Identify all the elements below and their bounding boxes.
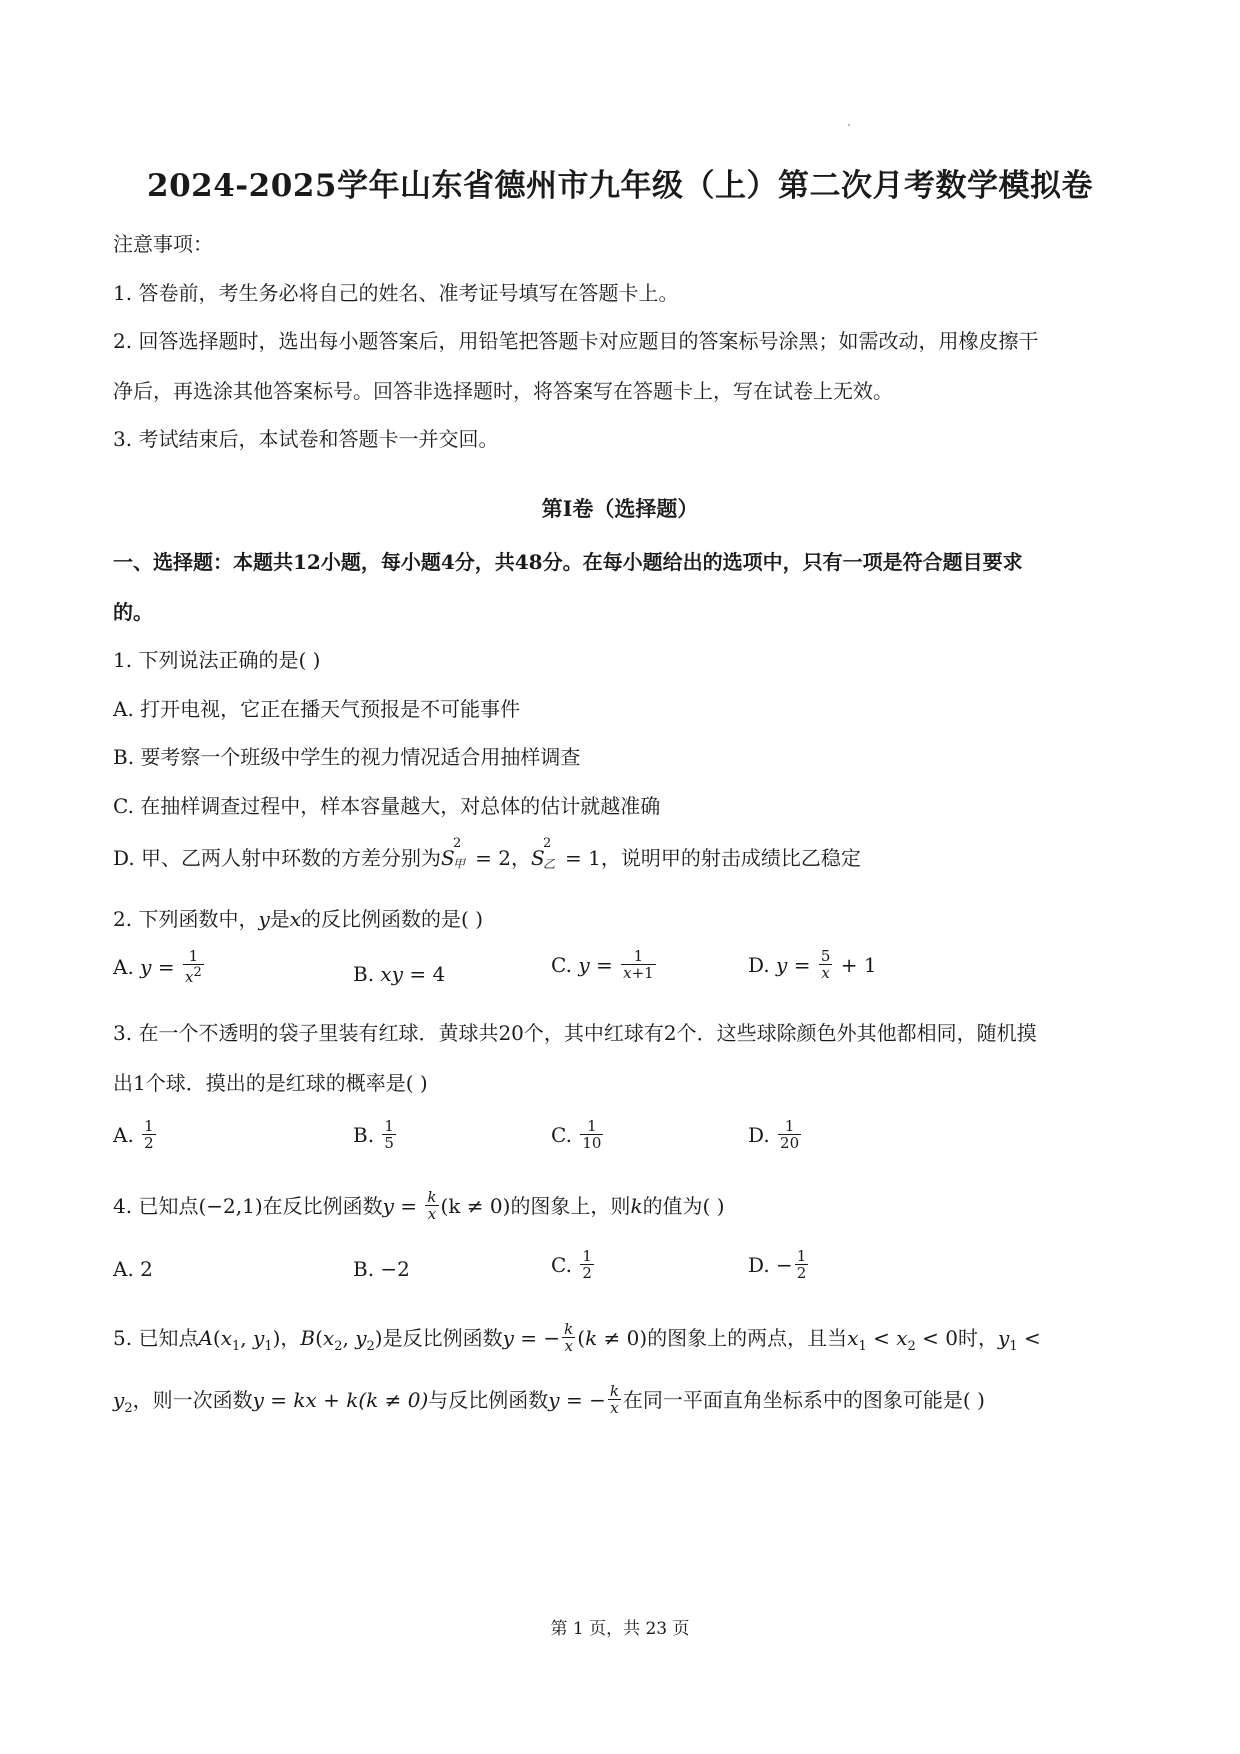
- q3-option-a: A. $\frac{1}{2}$: [113, 1117, 154, 1152]
- q2-option-b: B. xy = 4: [353, 962, 446, 986]
- q2-option-a: A. y = $\frac{1}{x^2}$: [113, 947, 202, 986]
- q2-option-d: D. y = $\frac{5}{x}$ + 1: [748, 947, 877, 982]
- exam-title: 2024-2025学年山东省德州市九年级（上）第二次月考数学模拟卷: [147, 168, 1093, 204]
- q2-option-c: C. y = $\frac{1}{x+1}$: [551, 947, 654, 982]
- q4-stem: 4. 已知点(−2,1)在反比例函数y = $\frac{k}{x}$ (k ≠ 0)的图象上，则k的值为( ): [113, 1188, 725, 1223]
- q4-option-c: C. $\frac{1}{2}$: [551, 1247, 592, 1282]
- variance-symbol-2: S 2 乙: [530, 836, 555, 871]
- variance-symbol-1: S 2 甲: [441, 836, 466, 871]
- q1-option-b: B. 要考察一个班级中学生的视力情况适合用抽样调查: [113, 745, 581, 769]
- page-footer: 第 1 页，共 23 页: [550, 1619, 690, 1639]
- q5-stem-line-2: $y_2$，则一次函数y = kx + k(k ≠ 0)与反比例函数y = − $\frac{k}{x}$ 在同一平面直角坐标系中的图象可能是( ): [113, 1382, 985, 1417]
- q1-stem: 1. 下列说法正确的是( ): [113, 648, 321, 672]
- q1-option-a: A. 打开电视，它正在播天气预报是不可能事件: [113, 697, 521, 721]
- notice-item-2-line-1: 2. 回答选择题时，选出每小题答案后，用铅笔把答题卡对应题目的答案标号涂黑；如需改动，用橡皮擦干: [113, 329, 1039, 353]
- section-instruction-line-1: 一、选择题：本题共12小题，每小题4分，共48分。在每小题给出的选项中，只有一项是符合题目要求: [113, 550, 1023, 574]
- notice-item-2-line-2: 净后，再选涂其他答案标号。回答非选择题时，将答案写在答题卡上，写在试卷上无效。: [113, 379, 893, 403]
- q4-option-d: D. − $\frac{1}{2}$: [748, 1247, 807, 1282]
- q1-option-d: [113, 836, 861, 871]
- q2-stem: 2. 下列函数中，y是x的反比例函数的是( ): [113, 907, 484, 931]
- q3-option-d: D. $\frac{1}{20}$: [748, 1117, 800, 1152]
- notice-item-1: 1. 答卷前，考生务必将自己的姓名、准考证号填写在答题卡上。: [113, 281, 679, 305]
- q1-variance-1-value: = 2，: [468, 846, 531, 870]
- q1-option-c: C. 在抽样调查过程中，样本容量越大，对总体的估计就越准确: [113, 794, 661, 818]
- section-instruction-line-2: 的。: [113, 600, 153, 624]
- scan-dot: [848, 124, 850, 126]
- q3-stem-line-1: 3. 在一个不透明的袋子里装有红球．黄球共20个，其中红球有2个．这些球除颜色外其他都相同，随机摸: [113, 1021, 1037, 1045]
- q1-variance-2-value: = 1，: [558, 846, 621, 870]
- q3-stem-line-2: 出1个球．摸出的是红球的概率是( ): [113, 1071, 428, 1095]
- q1-option-d-prefix: D. 甲、乙两人射中环数的方差分别为: [113, 846, 442, 870]
- q4-option-a: A. 2: [113, 1257, 153, 1281]
- q3-option-b: B. $\frac{1}{5}$: [353, 1117, 394, 1152]
- q1-option-d-suffix: 说明甲的射击成绩比乙稳定: [620, 846, 861, 870]
- section-title: 第I卷（选择题）: [541, 496, 699, 521]
- q4-option-b: B. −2: [353, 1257, 410, 1281]
- q5-stem-line-1: 5. 已知点$A(x_1$, $y_1$)，$B(x_2$, $y_2$)是反比例函数y = − $\frac{k}{x}$ (k ≠ 0)的图象上的两点，且当$x_1 < x_2 < 0$时，$y_1$ <: [113, 1320, 1041, 1355]
- q3-option-c: C. $\frac{1}{10}$: [551, 1117, 602, 1152]
- notice-item-3: 3. 考试结束后，本试卷和答题卡一并交回。: [113, 427, 499, 451]
- notice-heading: 注意事项：: [113, 232, 213, 256]
